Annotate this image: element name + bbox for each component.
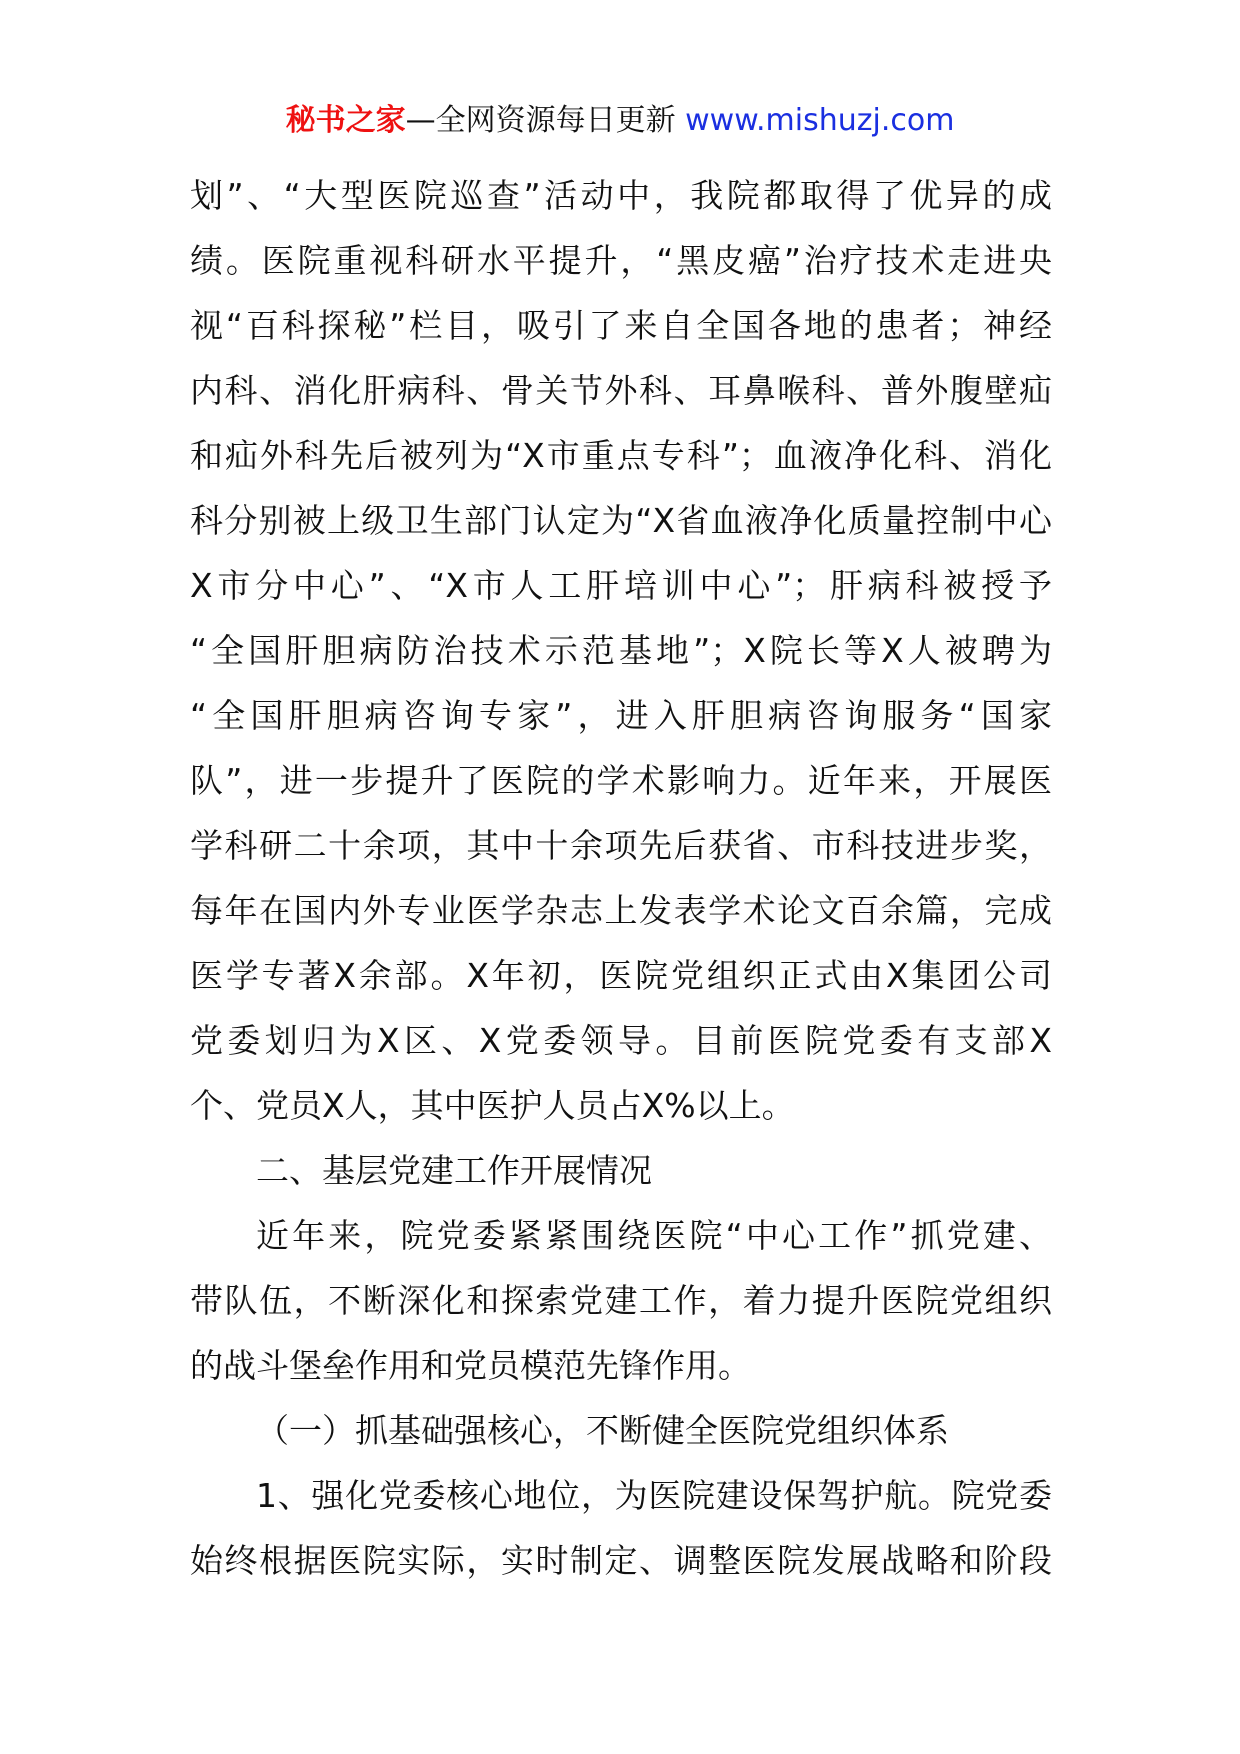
text-line: 医学专著X余部。X年初，医院党组织正式由X集团公司 — [190, 956, 1052, 995]
text-line: 的战斗堡垒作用和党员模范先锋作用。 — [190, 1346, 751, 1385]
site-url-link[interactable]: www.mishuzj.com — [685, 103, 955, 138]
text-line: 内科、消化肝病科、骨关节外科、耳鼻喉科、普外腹壁疝 — [190, 371, 1052, 410]
text-line: 学科研二十余项，其中十余项先后获省、市科技进步奖， — [190, 826, 1052, 865]
text-line: 和疝外科先后被列为“X市重点专科”；血液净化科、消化 — [190, 436, 1052, 475]
text-line: 始终根据医院实际，实时制定、调整医院发展战略和阶段 — [190, 1541, 1052, 1580]
text-line: X市分中心”、“X市人工肝培训中心”；肝病科被授予 — [190, 566, 1052, 605]
text-line: 个、党员X人，其中医护人员占X%以上。 — [190, 1086, 795, 1125]
text-line: 1、强化党委核心地位，为医院建设保驾护航。院党委 — [256, 1476, 1052, 1515]
text-line: “全国肝胆病咨询专家”，进入肝胆病咨询服务“国家 — [190, 696, 1052, 735]
subsection-heading: （一）抓基础强核心，不断健全医院党组织体系 — [256, 1411, 949, 1450]
text-line: 队”，进一步提升了医院的学术影响力。近年来，开展医 — [190, 761, 1052, 800]
text-line: 党委划归为X区、X党委领导。目前医院党委有支部X — [190, 1021, 1052, 1060]
section-heading: 二、基层党建工作开展情况 — [256, 1151, 652, 1190]
text-line: 每年在国内外专业医学杂志上发表学术论文百余篇，完成 — [190, 891, 1052, 930]
text-line: “全国肝胆病防治技术示范基地”；X院长等X人被聘为 — [190, 631, 1052, 670]
text-line: 绩。医院重视科研水平提升，“黑皮癌”治疗技术走进央 — [190, 241, 1052, 280]
text-line: 近年来，院党委紧紧围绕医院“中心工作”抓党建、 — [256, 1216, 1052, 1255]
text-line: 科分别被上级卫生部门认定为“X省血液净化质量控制中心 — [190, 501, 1052, 540]
header-slogan: —全网资源每日更新 — [405, 103, 676, 138]
text-line: 划”、“大型医院巡查”活动中，我院都取得了优异的成 — [190, 176, 1052, 215]
site-header — [0, 100, 1240, 142]
brand-name: 秘书之家 — [285, 103, 406, 138]
text-line: 视“百科探秘”栏目，吸引了来自全国各地的患者；神经 — [190, 306, 1052, 345]
text-line: 带队伍，不断深化和探索党建工作，着力提升医院党组织 — [190, 1281, 1052, 1320]
document-body — [190, 163, 1052, 1593]
